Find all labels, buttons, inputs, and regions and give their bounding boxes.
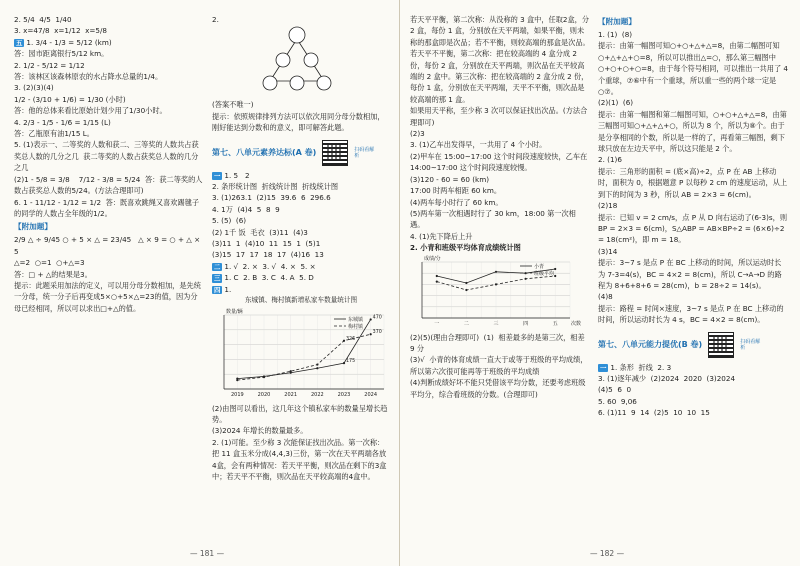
- section-marker: 五: [16, 38, 23, 47]
- left-page-column-2: [212, 14, 390, 530]
- answer-line: 1. (1) (8): [598, 30, 633, 39]
- answer-line: (2)由图可以看出，这几年这个镇私家车的数量呈增长趋势。: [212, 403, 388, 424]
- answer-line: 5. (5) (6): [212, 216, 247, 226]
- data-label: 370: [372, 329, 382, 335]
- x-tick-label: 2019: [230, 391, 244, 398]
- qr-code-icon: [708, 332, 734, 358]
- hint-text: 提示：已知 v = 2 cm/s，点 P 从 D 向右运动了(6-3)s，则 BP = 2×3 = 6(cm)，S△ABP = AB×BP÷2 = (6×6)÷2 = 18(cm²)，即 m = 18。: [598, 212, 790, 245]
- right-page: [400, 0, 800, 566]
- data-point: [465, 288, 467, 290]
- page-number: — 181 —: [190, 549, 225, 558]
- section-title: 第七、八单元能力提优(B 卷): [598, 340, 703, 350]
- answer-line: 1. 条形 折线 2. 3: [610, 362, 672, 372]
- answer-line: 6. 1 - 11/12 - 1/12 = 1/2 答：既喜欢跳绳又喜欢踢毽子的同学的人数占全年级的1/2。: [14, 197, 200, 218]
- answer-line: (3)15 17 17 18 17 (4)16 13: [212, 250, 324, 260]
- answer-line: 答：□ + △的结果是3。: [14, 269, 92, 279]
- page-number: — 182 —: [590, 549, 625, 558]
- section-header: [598, 332, 788, 358]
- answer-line: 3. x=47/8 x=1/12 x=5/8: [14, 26, 107, 36]
- answer-line: (答案不唯一): [212, 100, 254, 110]
- answer-line: 3. (2)(3)(4): [14, 83, 54, 93]
- answer-line: 4. (1)先下降后上升: [410, 231, 473, 241]
- data-point: [316, 367, 318, 369]
- x-tick-label: 二: [463, 320, 469, 327]
- section-marker: 四: [214, 285, 221, 294]
- answer-line: 1. 5 2: [224, 170, 250, 180]
- right-page-column-1: [410, 14, 590, 530]
- answer-line: 5. 60 9,06: [598, 396, 637, 406]
- hint-text: 提示：路程 = 时间×速度，3~7 s 是点 P 在 BC 上移动的时间，所以运动时长为 4 s，BC = 4×2 = 8(cm)。: [598, 303, 784, 325]
- x-tick-label: 2024: [364, 391, 378, 398]
- data-point: [554, 274, 556, 276]
- answer-line: (2)1 - 5/8 = 3/8 7/12 - 3/8 = 5/24 答：获二等奖的人数占获奖总人数的5/24。(方法合理即可): [14, 174, 203, 196]
- answer-line: 2. (1)可能。至少称 3 次能保证找出次品。第一次称：把 11 盒玉米分成(4,4,3)三份，第一次在天平两端各放4盒，会有两种情况：若天平平衡，则次品在剩下的3盒中；若天平不平衡，则次品在天平较高端的4盒中。: [212, 437, 387, 481]
- section-marker: 一: [214, 171, 221, 180]
- answer-line: 4. 1万 (4)4 5 8 9: [212, 204, 280, 214]
- qr-code-icon: [322, 140, 348, 166]
- answer-line: 4. 2/3 - 1/5 - 1/6 = 1/15 (L): [14, 117, 111, 127]
- y-axis-label: 数量/辆: [226, 308, 243, 315]
- answer-line: 3. (1)乙车出发得早，一共用了 4 个小时。: [410, 140, 547, 150]
- answer-line: 2. (1)6: [598, 155, 622, 165]
- data-label: 326: [346, 336, 356, 342]
- answer-line: 1/2 - (3/10 + 1/6) = 1/30 (小时): [14, 94, 126, 104]
- data-point: [316, 363, 318, 365]
- answer-line: 3. (1)逐年减少 (2)2024 2020 (3)2024: [598, 373, 736, 383]
- data-point: [525, 277, 527, 279]
- answer-line: 3. (1)263.1 (2)15 39.6 6 296.6: [212, 193, 331, 203]
- answer-line: 答：他的总体来看比原始计划少用了1/30小时。: [14, 106, 167, 116]
- answer-line: 5. (1)表示一、二等奖的人数和获二、三等奖的人数共占获奖总人数的几分之几 获二等奖的人数占获奖总人数的几分之几: [14, 140, 199, 173]
- qr-label: 扫码看解析: [354, 146, 375, 159]
- answer-line: 2/9 △ ÷ 9/45 ○ + 5 × △ = 23/45 △ × 9 = ○ + △ × 5: [14, 235, 203, 256]
- data-label: 470: [372, 314, 382, 320]
- data-point: [370, 333, 372, 335]
- data-point: [343, 339, 345, 341]
- legend-label: 东城镇: [348, 316, 364, 323]
- answer-line: (5)两车第一次相遇时行了 30 km，18:00 第一次相遇。: [410, 208, 576, 230]
- answer-line: 2.: [212, 15, 219, 24]
- car-growth-line-chart: [212, 307, 388, 399]
- answer-line: (4)8: [598, 292, 613, 302]
- answer-line: 答：乙瓶原有油1/15 L。: [14, 129, 94, 139]
- hint-text: 提示：由第一幅图可知○+○+△+△=8，由第二幅图可知○+△+△+○=8，所以可以推出△=○，那么第三幅图中○+○+○+○=8，由于每个符号相同，可以推出一共用了 4 个重球，⑦⑥中有一个重球，所以重一些的两个球一定是○⑦。: [598, 41, 791, 97]
- x-tick-label: 2020: [257, 391, 271, 398]
- answer-line: 1. 3/4 - 1/3 = 5/12 (km): [26, 37, 112, 47]
- y-axis-label: 成绩/分: [424, 255, 441, 262]
- legend-label: 小青: [534, 263, 545, 270]
- x-tick-label: 五: [552, 320, 558, 327]
- answer-line: (2)3: [410, 129, 425, 139]
- left-page-column-1: [14, 14, 204, 530]
- section-marker: 一: [600, 363, 607, 372]
- data-point: [436, 280, 438, 282]
- data-label: 175: [346, 358, 356, 364]
- chart-title: 东城镇、梅村镇新增私家车数量统计图: [244, 296, 358, 305]
- answer-line: (2)甲车在 15:00~17:00 这个时间段速度较快，乙车在 14:00~17:00 这个时间段速度较慢。: [410, 151, 590, 173]
- answer-line: (4)5 6 0: [598, 385, 632, 395]
- legend-label: 班级平均: [534, 270, 555, 277]
- legend-label: 梅村镇: [348, 323, 364, 330]
- data-point: [370, 318, 372, 320]
- answer-line: 2. 条形统计图 折线统计图 折线统计图: [212, 182, 339, 192]
- data-point: [554, 267, 556, 269]
- answer-line: 6. (1)11 9 14 (2)5 10 10 15: [598, 408, 710, 418]
- x-axis-label: 次数: [571, 320, 582, 327]
- extra-heading: 【附加题】: [14, 222, 52, 232]
- qr-label: 扫码看解析: [740, 338, 761, 351]
- section-header: [212, 140, 390, 166]
- x-tick-label: 三: [493, 320, 499, 327]
- answer-line: 如果用天平称，至少称 3 次可以保证找出次品。(方法合理即可): [410, 106, 588, 127]
- data-point: [263, 376, 265, 378]
- data-point: [236, 379, 238, 381]
- x-tick-label: 2022: [310, 391, 324, 398]
- data-point: [465, 281, 467, 283]
- section-marker: 二: [214, 262, 221, 271]
- section-title: 第七、八单元素养达标(A 卷): [212, 148, 317, 158]
- extra-heading: 【附加题】: [598, 17, 636, 26]
- hint-text: 提示：三角形的面积 = (底×高)÷2，点 P 在 AB 上移动时，面积为 0，根据题意 P 以每秒 2 cm 的速度运动，从上到下的时间为 3 秒，所以 AB = 2×3 = 6(cm)。: [598, 166, 788, 199]
- x-tick-label: 四: [523, 320, 529, 327]
- answer-line: (3)11 1 (4)10 11 15 1 (5)1: [212, 239, 321, 249]
- answer-line: (2)(1) (6): [598, 98, 634, 108]
- answer-line: 若天平平衡，第二次称：从没称的 3 盒中，任取2盒，分 2 盒，每份 1 盒，分别放在天平两端，如果平衡，则未称的那盒即是次品；若不平衡，则较高端的那盒是次品。若天平不平衡，第二次称：把在较高端的 4 盒分成 2 份，每份 2 盒，分别放在天平两端，则次品在天平较高端的 2 盒中。第三次称：把在较高端的 2 盒分成 2 份，每份 1 盒，分别放在天平两端，天平不平衡，则次品是较高端的那 1 盒。: [410, 15, 592, 104]
- hint-text: 提示：3~7 s 是点 P 在 BC 上移动的时间，所以运动时长为 7-3=4(s)，BC = 4×2 = 8(cm)，所以 C→A→D 的路程为 8+6+8+6 = 28(cm)，b = 28÷2 = 14(s)。: [598, 258, 782, 290]
- right-page-column-2: [598, 14, 791, 530]
- data-point: [343, 362, 345, 364]
- x-tick-label: 2023: [337, 391, 351, 398]
- score-line-chart: [410, 254, 586, 328]
- answer-line: (3)2024 年增长的数量最多。: [212, 426, 308, 436]
- answer-line: (2)18: [598, 201, 618, 211]
- answer-line: 答：该林区该森林原农的水占降水总量的1/4。: [14, 72, 163, 82]
- answer-line: 17:00 时两车相距 60 km。: [410, 186, 502, 196]
- answer-line: (2) 1千 饭 毛衣 (3)11 (4)3: [212, 227, 308, 237]
- data-point: [290, 370, 292, 372]
- answer-line: 2. 1/2 - 5/12 = 1/12: [14, 60, 85, 70]
- data-point: [495, 270, 497, 272]
- answer-line: 答：园市距离银行5/12 km。: [14, 49, 109, 59]
- answer-line: 2. 5/4 4/5 1/40: [14, 15, 72, 24]
- number-triangle-diagram: [252, 25, 342, 95]
- data-point: [495, 283, 497, 285]
- answer-line: (4)判断成绩好坏不能只凭借该平均分数，还要考虑班级平均分，综合看班级的分数。(合理即可): [410, 378, 586, 399]
- x-tick-label: 2021: [284, 391, 298, 398]
- answer-line: 1. √ 2. × 3. √ 4. × 5. ×: [224, 261, 316, 271]
- hint-text: 提示：由第一幅图和第二幅图可知，○+○+△+△=8，由第三幅图可知○+△+△+○，所以为 8 个，所以为⑧个。由于是分享相同的个数，所以是一样的了，再看第三幅图，剩下球只放在左边天平中，所以这只能是 2 个。: [598, 109, 787, 154]
- data-point: [436, 274, 438, 276]
- answer-line: (2)(5)(理由合理即可) (1) 相差最多的是第三次，相差 9 分: [410, 332, 587, 353]
- answer-line: △=2 ○=1 ○+△=3: [14, 258, 85, 268]
- answer-line: (3)√ 小青的体育成绩一直大于或等于班级的平均成绩，所以第六次很可能再等于班级的平均成绩: [410, 355, 588, 376]
- hint-text: 提示：依照规律排列方法可以依次用同分母分数相加，刚好能达到分数和的意义，即可解答此题。: [212, 111, 385, 133]
- answer-line: (3)14: [598, 246, 618, 256]
- hint-text: 提示：此题采用加法的定义，可以用分母分数相加，是先统一分母，统一分子后再变成5×○+5×△=23的值，因为分母已经相同，所以可以求出□+△的值。: [14, 280, 201, 313]
- answer-line: (4)两车每小时行了 60 km。: [410, 197, 503, 207]
- answer-line: (3)120 - 60 = 60 (km): [410, 174, 490, 184]
- x-tick-label: 一: [434, 320, 440, 327]
- answer-line: 1. C 2. B 3. C 4. A 5. D: [224, 273, 314, 283]
- section-marker: 三: [214, 274, 221, 283]
- chart-title: 2. 小青和班级平均体育成绩统计图: [410, 243, 521, 253]
- answer-line: 1.: [224, 284, 232, 294]
